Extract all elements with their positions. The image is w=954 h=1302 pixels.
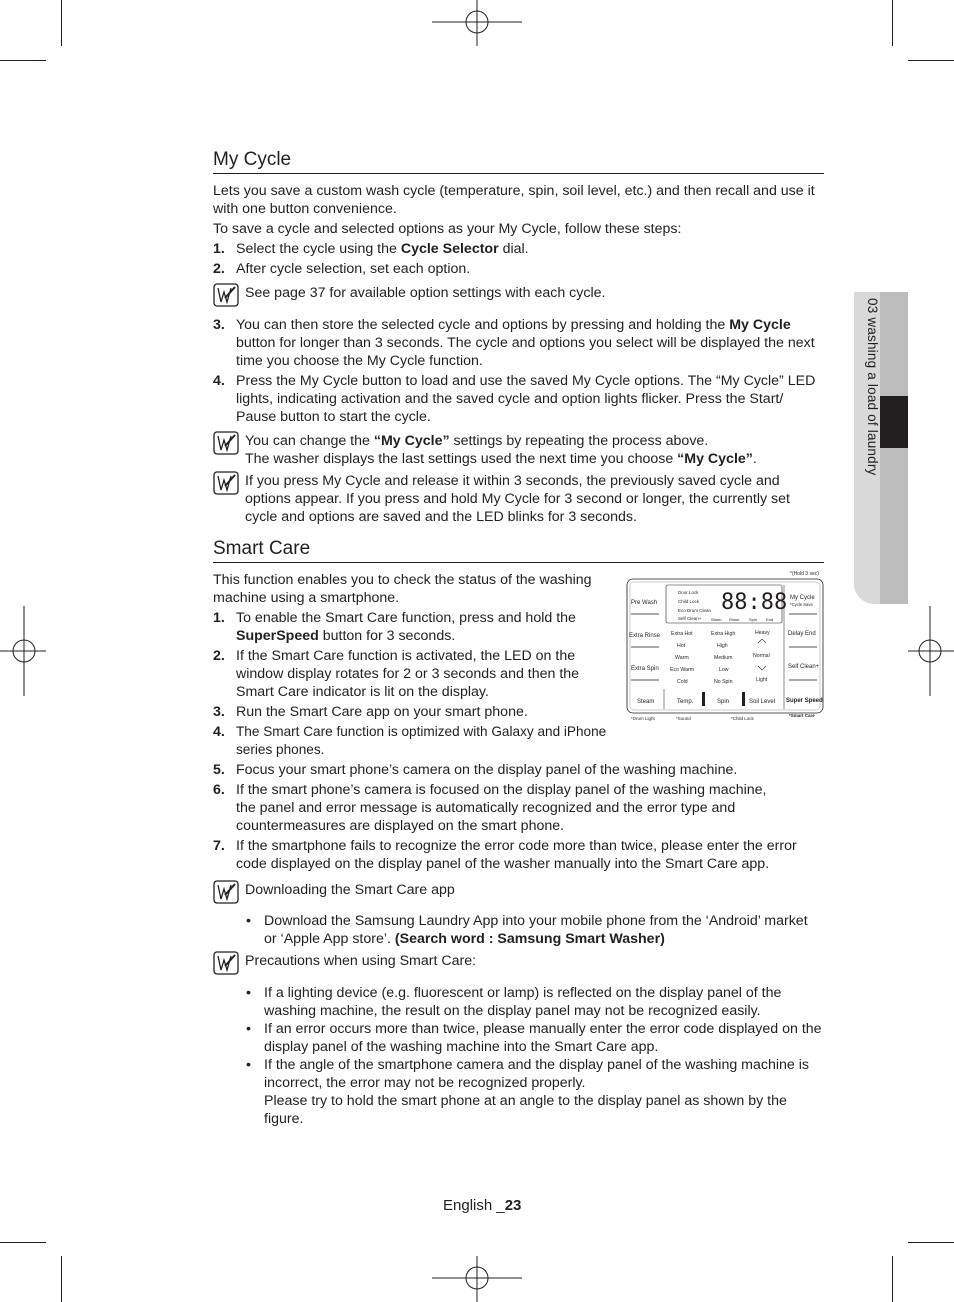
- step-text: Press the My Cycle button to load and use the saved My Cycle options. The “My Cycle” LED lights, indicating activation and the saved cycle and option lights flicker. Press the Start/ Pause button to start the cycle.: [236, 373, 816, 425]
- paragraph: This function enables you to check the status of the washing machine using a smartphone.: [213, 572, 592, 606]
- note-icon: [213, 283, 239, 307]
- panel-digits: 88:88: [721, 590, 788, 615]
- step-text: You can then store the selected cycle and options by pressing and holding the: [236, 317, 730, 333]
- note: [213, 952, 824, 975]
- bullet-list: [246, 912, 824, 948]
- step-bold-text: SuperSpeed: [236, 628, 319, 644]
- note: [213, 881, 824, 904]
- panel-spin-option: No Spin: [714, 679, 733, 685]
- panel-caption-child-lock: *Child Lock: [731, 716, 754, 721]
- step-bold-text: Cycle Selector: [400, 241, 499, 257]
- panel-indicator-door-lock: Door Lock: [678, 590, 699, 595]
- panel-button-delay-end: Delay End: [788, 631, 816, 637]
- panel-spin-option: Low: [719, 667, 729, 673]
- panel-temp-option: Eco Warm: [670, 667, 695, 673]
- bullet-icon: •: [246, 913, 251, 929]
- panel-my-cycle-sublabel: *Cycle Save: [790, 602, 813, 607]
- step-text: The Smart Care function is optimized with Galaxy and iPhone series phones.: [236, 724, 607, 757]
- crop-mark: [0, 1242, 46, 1243]
- panel-button-steam: Steam: [637, 699, 655, 705]
- note-text: You can change the: [245, 433, 374, 449]
- panel-indicator-end: End: [766, 617, 774, 622]
- panel-spin-option: Extra High: [711, 631, 736, 637]
- bullet-text: Download the Samsung Laundry App into your mobile phone from the ‘Android’ market or ‘Apple App store’.: [264, 913, 808, 947]
- bullet-icon: •: [246, 985, 251, 1001]
- page-content: [213, 148, 824, 1128]
- registration-mark-icon: [432, 1256, 522, 1302]
- panel-indicator-rinse: Rinse: [729, 617, 740, 622]
- step-number: 4.: [213, 373, 225, 389]
- bullet-icon: •: [246, 1021, 251, 1037]
- registration-mark-icon: [908, 606, 954, 696]
- bullet-text: Please try to hold the smart phone at an angle to the display panel as shown by the figure.: [264, 1093, 787, 1127]
- crop-mark: [892, 1256, 893, 1302]
- control-panel-illustration: [625, 569, 825, 725]
- list-item: [213, 316, 824, 370]
- note: [213, 284, 824, 307]
- list-item: [213, 609, 615, 645]
- panel-button-self-clean: Self Clean+: [788, 664, 820, 670]
- panel-button-extra-rinse: Extra Rinse: [629, 633, 661, 639]
- list-item: [213, 723, 615, 759]
- panel-caption-drum-light: *Drum Light: [631, 716, 655, 721]
- step-number: 2.: [213, 648, 225, 664]
- chapter-side-tab: [854, 292, 908, 604]
- step-number: 3.: [213, 317, 225, 333]
- note-text: The washer displays the last settings used the next time you choose: [245, 451, 678, 467]
- step-text: If the smart phone’s camera is focused on the display panel of the washing machine, the panel and error message is automatically recognized and the error type and countermeasures are displayed on the smart phone.: [236, 782, 767, 834]
- note-text: See page 37 for available option settings with each cycle.: [245, 285, 606, 301]
- list-item: [213, 260, 824, 278]
- bullet-text: If the angle of the smartphone camera and the display panel of the washing machine is incorrect, the error may not be recognized properly.: [264, 1057, 809, 1091]
- panel-indicator-warm: Warm: [711, 617, 722, 622]
- step-text: button for 3 seconds.: [318, 628, 456, 644]
- step-number: 7.: [213, 838, 225, 854]
- bullet-icon: •: [246, 1057, 251, 1073]
- section-heading-smart-care: Smart Care: [213, 537, 824, 563]
- page-footer: [443, 1197, 521, 1214]
- page-number: 23: [504, 1197, 522, 1214]
- side-tab-marker: [880, 396, 908, 448]
- note-text: Downloading the Smart Care app: [245, 882, 455, 898]
- note: [213, 432, 824, 468]
- note-text: settings by repeating the process above.: [449, 433, 709, 449]
- list-item: [213, 703, 615, 721]
- paragraph: Lets you save a custom wash cycle (temperature, spin, soil level, etc.) and then recall and use it with one button convenience.: [213, 183, 815, 217]
- step-number: 5.: [213, 762, 225, 778]
- registration-mark-icon: [0, 606, 46, 696]
- step-list: [213, 316, 824, 426]
- list-item: [246, 1020, 824, 1056]
- list-item: [213, 761, 824, 779]
- panel-temp-option: Hot: [677, 643, 686, 649]
- step-text: Run the Smart Care app on your smart phone.: [236, 704, 528, 720]
- step-text: If the Smart Care function is activated, the LED on the window display rotates for 2 or 3 seconds and then the Smart Care indicator is lit on the display.: [236, 648, 580, 700]
- list-item: [213, 647, 615, 701]
- step-number: 3.: [213, 704, 225, 720]
- bullet-bold-text: (Search word : Samsung Smart Washer): [394, 931, 665, 947]
- panel-caption-sound: *Sound: [676, 716, 691, 721]
- panel-temp-option: Extra Hot: [671, 631, 693, 637]
- crop-mark: [892, 0, 893, 46]
- panel-button-extra-spin: Extra Spin: [631, 666, 659, 672]
- step-number: 1.: [213, 241, 225, 257]
- panel-indicator-child-lock: Child Lock: [678, 599, 700, 604]
- bullet-list: [246, 984, 824, 1128]
- bullet-text: If a lighting device (e.g. fluorescent or lamp) is reflected on the display panel of the washing machine, the result on the display panel may not be recognized easily.: [264, 985, 782, 1019]
- step-number: 1.: [213, 610, 225, 626]
- footer-language: English _: [443, 1197, 505, 1214]
- list-item: [246, 912, 824, 948]
- note-bold-text: “My Cycle”: [373, 433, 450, 449]
- side-tab-band: [880, 292, 908, 604]
- panel-button-soil-level: Soil Level: [749, 699, 776, 705]
- bullet-text: If an error occurs more than twice, please manually enter the error code displayed on the display panel of the washing machine into the Smart Care app.: [264, 1021, 822, 1055]
- step-text: Focus your smart phone’s camera on the display panel of the washing machine.: [236, 762, 738, 778]
- step-text: After cycle selection, set each option.: [236, 261, 471, 277]
- list-item: [246, 1056, 824, 1128]
- step-number: 6.: [213, 782, 225, 798]
- note-icon: [213, 471, 239, 495]
- panel-soil-option: Light: [756, 677, 768, 683]
- panel-button-my-cycle: My Cycle: [790, 595, 815, 601]
- step-text: dial.: [498, 241, 529, 257]
- side-tab-label: 03 washing a load of laundry: [865, 298, 880, 476]
- crop-mark: [908, 60, 954, 61]
- note: [213, 472, 824, 526]
- panel-spin-option: Medium: [714, 655, 733, 661]
- panel-button-pre-wash: Pre Wash: [631, 600, 658, 606]
- step-text: button for longer than 3 seconds. The cycle and options you select will be displayed the next time you choose the My Cycle function.: [236, 335, 815, 369]
- panel-indicator-spin: Spin: [749, 617, 758, 622]
- list-item: [213, 781, 824, 835]
- panel-button-spin: Spin: [717, 699, 730, 705]
- crop-mark: [61, 0, 62, 46]
- panel-spin-option: High: [717, 643, 728, 649]
- section-heading-my-cycle: My Cycle: [213, 148, 824, 174]
- list-item: [213, 372, 824, 426]
- panel-button-super-speed: Super Speed: [786, 698, 823, 704]
- panel-soil-option: Normal: [753, 653, 770, 659]
- list-item: [213, 837, 824, 873]
- panel-soil-option: Heavy: [755, 630, 770, 636]
- crop-mark: [61, 1256, 62, 1302]
- panel-temp-option: Warm: [675, 655, 689, 661]
- step-text: Select the cycle using the: [236, 241, 401, 257]
- list-item: [246, 984, 824, 1020]
- note-icon: [213, 880, 239, 904]
- panel-hold-label: *(Hold 3 sec): [790, 571, 819, 577]
- step-text: To enable the Smart Care function, press and hold the: [236, 610, 576, 626]
- note-icon: [213, 431, 239, 455]
- note-bold-text: “My Cycle”: [677, 451, 753, 467]
- step-number: 2.: [213, 261, 225, 277]
- step-number: 4.: [213, 724, 225, 740]
- panel-temp-option: Cold: [677, 679, 688, 685]
- panel-button-temp: Temp.: [677, 699, 694, 705]
- note-text: .: [752, 451, 757, 467]
- paragraph: To save a cycle and selected options as your My Cycle, follow these steps:: [213, 221, 682, 237]
- registration-mark-icon: [432, 0, 522, 46]
- step-text: If the smartphone fails to recognize the error code more than twice, please enter the error code displayed on the display panel of the washer manually into the Smart Care app.: [236, 838, 797, 872]
- panel-indicator-self-clean: Self Clean+: [678, 616, 702, 621]
- step-list: [213, 240, 824, 278]
- crop-mark: [908, 1242, 954, 1243]
- step-bold-text: My Cycle: [729, 317, 791, 333]
- note-icon: [213, 951, 239, 975]
- crop-mark: [0, 60, 46, 61]
- list-item: [213, 240, 824, 258]
- note-text: Precautions when using Smart Care:: [245, 953, 477, 969]
- note-text: If you press My Cycle and release it within 3 seconds, the previously saved cycle and options appear. If you press and hold My Cycle for 3 second or longer, the currently set cycle and options are saved and the LED blinks for 3 seconds.: [245, 473, 790, 525]
- panel-indicator-eco-drum: Eco Drum Clean: [678, 608, 712, 613]
- panel-caption-smart-care: *Smart Care: [789, 713, 815, 718]
